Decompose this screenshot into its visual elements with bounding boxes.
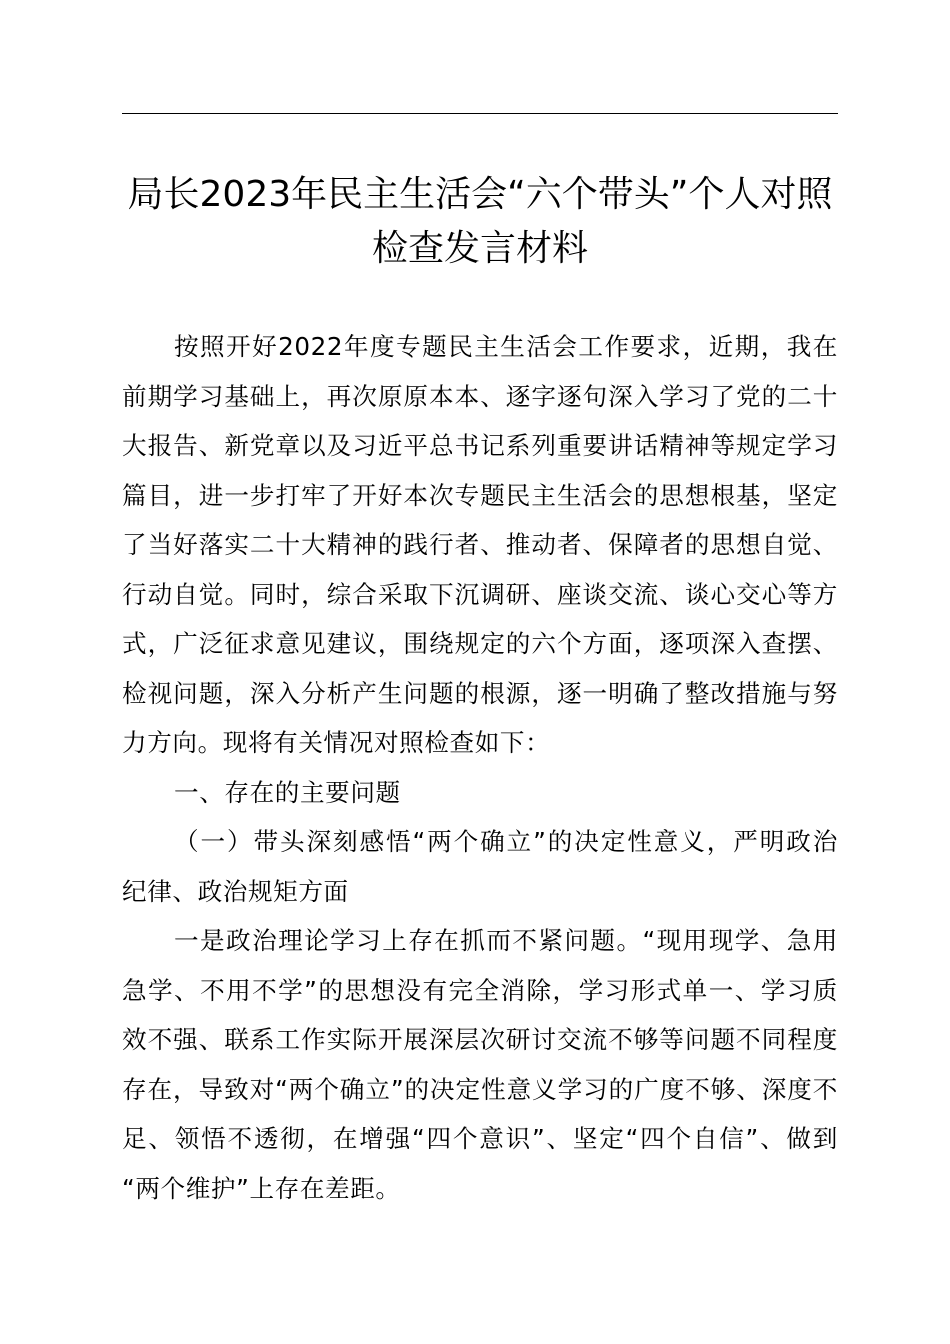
body-line: 力方向。现将有关情况对照检查如下：	[122, 728, 551, 757]
title-line-1: 局长2023年民主生活会“六个带头”个人对照	[127, 174, 833, 215]
body-line: 急学、不用不学”的思想没有完全消除，学习形式单一、学习质	[122, 975, 838, 1005]
document-title	[110, 168, 850, 276]
subsection-heading: （一）带头深刻感悟“两个确立”的决定性意义，严明政治	[174, 827, 838, 856]
section-heading: 一、存在的主要问题	[174, 777, 401, 807]
body-line: 存在，导致对“两个确立”的决定性意义学习的广度不够、深度不	[122, 1074, 838, 1104]
header-rule	[122, 113, 838, 114]
body-line: 检视问题，深入分析产生问题的根源，逐一明确了整改措施与努	[122, 678, 838, 708]
body-line: “两个维护”上存在差距。	[122, 1173, 401, 1203]
body-line: 前期学习基础上，再次原原本本、逐字逐句深入学习了党的二十	[122, 381, 838, 411]
body-line: 效不强、联系工作实际开展深层次研讨交流不够等问题不同程度	[122, 1025, 838, 1054]
body-line: 了当好落实二十大精神的践行者、推动者、保障者的思想自觉、	[122, 530, 838, 559]
body-line: 按照开好2022年度专题民主生活会工作要求，近期，我在	[174, 332, 838, 361]
body-line: 篇目，进一步打牢了开好本次专题民主生活会的思想根基，坚定	[122, 480, 838, 510]
body-line: 一是政治理论学习上存在抓而不紧问题。“现用现学、急用	[174, 926, 838, 955]
body-line: 大报告、新党章以及习近平总书记系列重要讲话精神等规定学习	[122, 431, 838, 460]
body-line: 足、领悟不透彻，在增强“四个意识”、坚定“四个自信”、做到	[122, 1124, 838, 1153]
title-line-2: 检查发言材料	[371, 228, 588, 269]
body-line: 式，广泛征求意见建议，围绕规定的六个方面，逐项深入查摆、	[122, 629, 838, 658]
body-line: 行动自觉。同时，综合采取下沉调研、座谈交流、谈心交心等方	[122, 579, 838, 609]
document-body	[122, 322, 838, 1213]
subsection-heading-cont: 纪律、政治规矩方面	[122, 876, 349, 906]
